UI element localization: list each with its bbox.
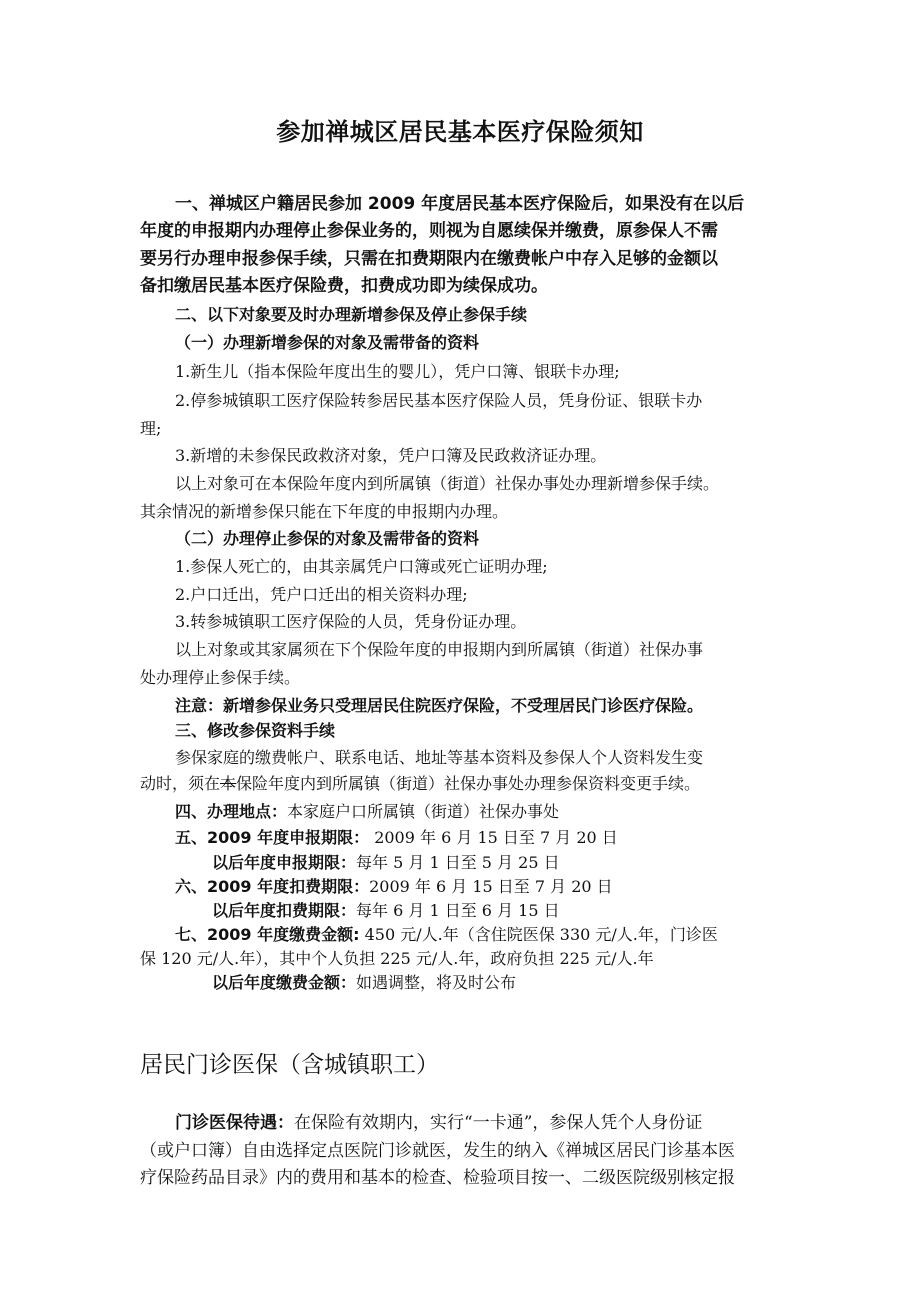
- outpatient-benefit-label: 门诊医保待遇：: [175, 1113, 294, 1133]
- sub1-item-2: 2.停参城镇职工医疗保险转参居民基本医疗保险人员，凭身份证、银联卡办: [175, 391, 703, 410]
- section6-label: 六、2009 年度扣费期限：: [175, 877, 370, 896]
- section6-line: [175, 877, 613, 897]
- section2-sub1-heading: （一）办理新增参保的对象及需带备的资料: [175, 333, 480, 352]
- section3-line-1: 参保家庭的缴费帐户、联系电话、地址等基本资料及参保人个人资料发生变: [175, 748, 704, 767]
- section3-line-2: [140, 774, 700, 794]
- section7-value: 450 元/人.年（含住院医保 330 元/人.年，门诊医: [359, 925, 718, 944]
- outpatient-line-2: （或户口簿）自由选择定点医院门诊就医，发生的纳入《禅城区居民门诊基本医: [140, 1141, 735, 1161]
- sub1-item-1: 1.新生儿（指本保险年度出生的婴儿），凭户口簿、银联卡办理;: [175, 362, 620, 381]
- sub2-item-3: 3.转参城镇职工医疗保险的人员，凭身份证办理。: [175, 612, 527, 631]
- section5-later-line: [212, 853, 560, 873]
- section7-label: 七、2009 年度缴费金额:: [175, 925, 360, 944]
- section1-line-1: 一、禅城区户籍居民参加 2009 年度居民基本医疗保险后，如果没有在以后: [175, 194, 745, 214]
- section2-heading: 二、以下对象要及时办理新增参保及停止参保手续: [175, 305, 528, 324]
- section7-later-value: 如遇调整，将及时公布: [356, 973, 517, 992]
- struck-character: 本: [220, 774, 237, 793]
- section1-line-4: 备扣缴居民基本医疗保险费，扣费成功即为续保成功。: [140, 276, 548, 296]
- section2-sub2-heading: （二）办理停止参保的对象及需带备的资料: [175, 529, 480, 548]
- section3-line-2-start: 动时，须在: [140, 774, 221, 793]
- section1-line-3: 要另行办理申报参保手续，只需在扣费期限内在缴费帐户中存入足够的金额以: [140, 249, 718, 269]
- section5-label: 五、2009 年度申报期限：: [175, 828, 370, 847]
- outpatient-line-1-text: 在保险有效期内，实行“一卡通”，参保人凭个人身份证: [294, 1113, 703, 1133]
- outpatient-heading: 居民门诊医保（含城镇职工）: [140, 1052, 439, 1078]
- sub2-note-line-2: 处办理停止参保手续。: [140, 668, 301, 687]
- section6-later-label: 以后年度扣费期限：: [212, 901, 357, 920]
- section4-value: 本家庭户口所属镇（街道）社保办事处: [287, 802, 560, 821]
- outpatient-line-3: 疗保险药品目录》内的费用和基本的检查、检验项目按一、二级医院级别核定报: [140, 1168, 735, 1188]
- sub2-item-2: 2.户口迁出，凭户口迁出的相关资料办理;: [175, 585, 468, 604]
- section1-line-2: 年度的申报期内办理停止参保业务的，则视为自愿续保并缴费，原参保人不需: [140, 221, 718, 241]
- section5-later-label: 以后年度申报期限：: [212, 853, 357, 872]
- section7-line: [175, 925, 718, 945]
- sub1-item-2-cont: 理;: [140, 419, 162, 438]
- outpatient-line-1: [175, 1113, 702, 1133]
- section3-line-2-end: 保险年度内到所属镇（街道）社保办事处办理参保资料变更手续。: [236, 774, 701, 793]
- section7-later-line: [212, 973, 516, 993]
- sub2-note-line-1: 以上对象或其家属须在下个保险年度的申报期内到所属镇（街道）社保办事: [175, 640, 704, 659]
- notice-line: 注意：新增参保业务只受理居民住院医疗保险，不受理居民门诊医疗保险。: [175, 696, 704, 715]
- section5-later-value: 每年 5 月 1 日至 5 月 25 日: [356, 853, 560, 872]
- section5-line: [175, 828, 618, 848]
- section3-heading: 三、修改参保资料手续: [175, 721, 336, 740]
- section7-line-2: 保 120 元/人.年），其中个人负担 225 元/人.年，政府负担 225 元/人.年: [140, 949, 654, 968]
- sub1-item-3: 3.新增的未参保民政救济对象，凭户口簿及民政救济证办理。: [175, 446, 607, 465]
- section6-value: 2009 年 6 月 15 日至 7 月 20 日: [369, 877, 613, 896]
- section4-line: [175, 802, 559, 822]
- section6-later-line: [212, 901, 560, 921]
- section5-value: 2009 年 6 月 15 日至 7 月 20 日: [369, 828, 618, 847]
- sub2-item-1: 1.参保人死亡的，由其亲属凭户口簿或死亡证明办理;: [175, 557, 548, 576]
- document-title: 参加禅城区居民基本医疗保险须知: [276, 118, 644, 146]
- section7-later-label: 以后年度缴费金额：: [212, 973, 357, 992]
- section4-label: 四、办理地点：: [175, 802, 288, 821]
- sub1-note-line-1: 以上对象可在本保险年度内到所属镇（街道）社保办事处办理新增参保手续。: [175, 474, 720, 493]
- section6-later-value: 每年 6 月 1 日至 6 月 15 日: [356, 901, 560, 920]
- sub1-note-line-2: 其余情况的新增参保只能在下年度的申报期内办理。: [140, 502, 509, 521]
